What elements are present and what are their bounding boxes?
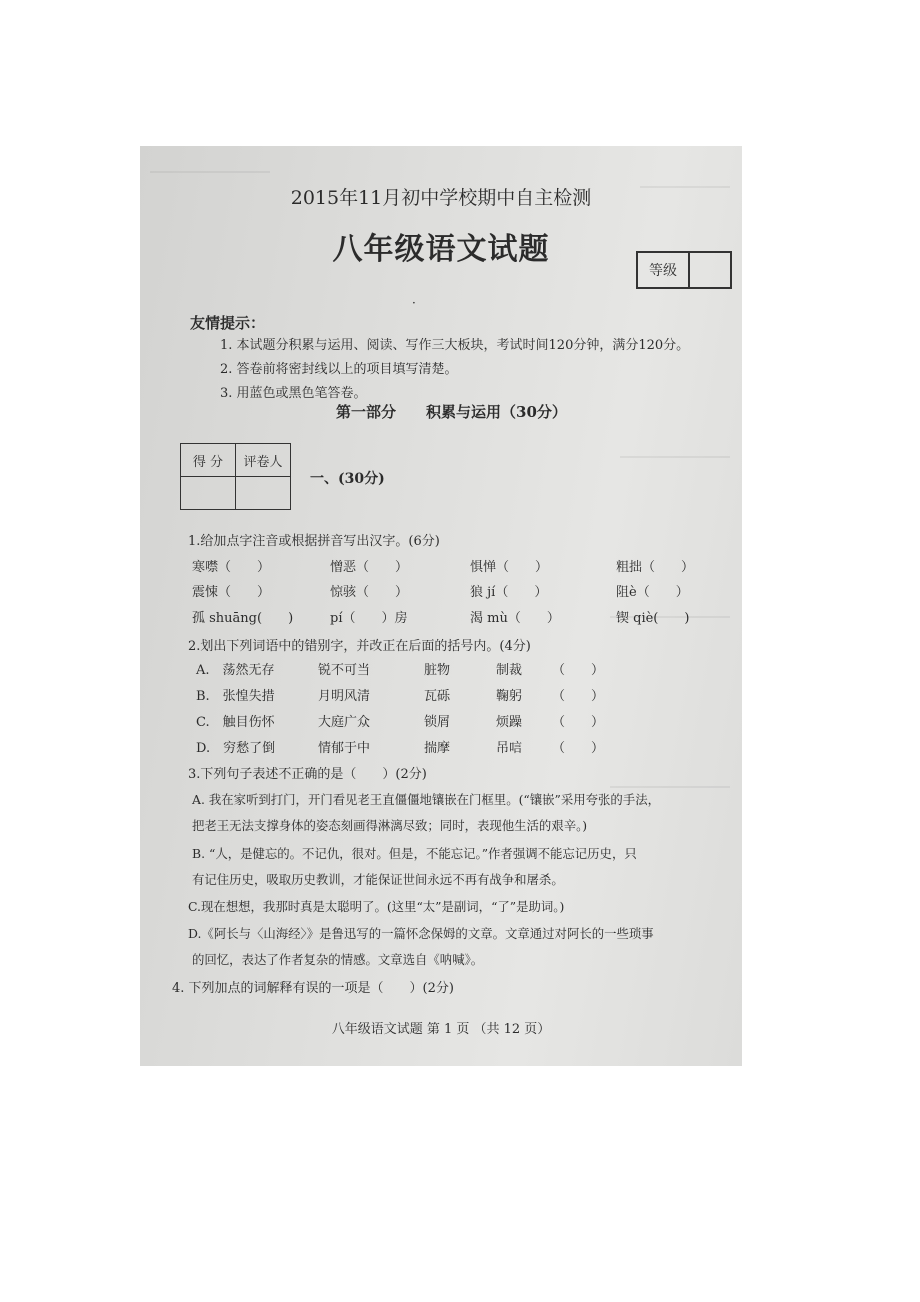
bleed-through-mark <box>610 786 730 788</box>
q2-word: 制裁 <box>496 663 523 678</box>
q1-item: 阻è（ ） <box>616 585 689 600</box>
tip-item: 3. 用蓝色或黑色笔答卷。 <box>220 386 367 401</box>
q2-option: D. 穷愁了倒 <box>196 741 276 756</box>
bleed-through-mark <box>620 456 730 458</box>
q2-word: 脏物 <box>424 663 451 678</box>
section1-title: 一、(30分) <box>310 471 385 487</box>
bleed-through-mark <box>150 171 270 173</box>
q2-blank: （ ） <box>552 663 605 678</box>
q2-word: 瓦砾 <box>424 689 451 704</box>
score-cell <box>181 477 236 510</box>
score-table <box>180 443 291 510</box>
q2-word: 烦躁 <box>496 715 523 730</box>
q1-item: 渴 mù（ ） <box>470 611 560 626</box>
exam-title: 2015年11月初中学校期中自主检测 <box>290 187 592 209</box>
q2-stem: 2.划出下列词语中的错别字，并改正在后面的括号内。(4分) <box>188 639 531 654</box>
q3-line: C.现在想想，我那时真是太聪明了。(这里“太”是副词，“了”是助词。) <box>188 899 565 914</box>
q2-word: 月明风清 <box>318 689 371 704</box>
q2-word: 锐不可当 <box>318 663 371 678</box>
q3-line: D.《阿长与〈山海经〉》是鲁迅写的一篇怀念保姆的文章。文章通过对阿长的一些琐事 <box>188 926 654 941</box>
q1-item: 惊骇（ ） <box>330 585 409 600</box>
page-footer: 八年级语文试题 第 1 页 （共 12 页） <box>331 1022 551 1037</box>
q3-line: 把老王无法支撑身体的姿态刻画得淋漓尽致；同时，表现他生活的艰辛。) <box>192 818 588 833</box>
tip-item: 1. 本试题分积累与运用、阅读、写作三大板块，考试时间120分钟，满分120分。 <box>220 338 690 353</box>
q4-stem: 4. 下列加点的词解释有误的一项是（ ）(2分) <box>172 981 454 996</box>
q1-item: 孤 shuāng( ) <box>192 611 294 626</box>
q1-item: pí（ ）房 <box>330 611 408 626</box>
grade-label: 等级 <box>638 253 690 287</box>
q2-option: A. 荡然无存 <box>196 663 275 678</box>
q1-item: 震悚（ ） <box>192 585 271 600</box>
q3-line: A. 我在家听到打门，开门看见老王直僵僵地镶嵌在门框里。(“镶嵌”采用夸张的手法， <box>192 792 660 807</box>
q2-option: C. 触目伤怀 <box>196 715 275 730</box>
q1-item: 惧惮（ ） <box>470 560 549 575</box>
q2-option: B. 张惶失措 <box>196 689 275 704</box>
q1-item: 憎恶（ ） <box>330 560 409 575</box>
q3-line: 有记住历史，吸取历史教训，才能保证世间永远不再有战争和屠杀。 <box>192 872 564 887</box>
grade-box <box>636 251 732 289</box>
part1-title: 第一部分 积累与运用（30分） <box>336 403 567 421</box>
q1-stem: 1.给加点字注音或根据拼音写出汉字。(6分) <box>188 534 440 549</box>
q2-word: 吊唁 <box>496 741 523 756</box>
q2-word: 鞠躬 <box>496 689 523 704</box>
q2-word: 情郁于中 <box>318 741 371 756</box>
q1-item: 寒噤（ ） <box>192 560 271 575</box>
q1-item: 狼 jí（ ） <box>470 585 548 600</box>
q2-word: 揣摩 <box>424 741 451 756</box>
q3-line: 的回忆，表达了作者复杂的情感。文章选自《呐喊》。 <box>192 952 484 967</box>
q2-blank: （ ） <box>552 689 605 704</box>
exam-subtitle: 八年级语文试题 <box>332 232 550 267</box>
score-header: 得 分 <box>181 444 236 477</box>
tips-heading: 友情提示： <box>190 314 266 332</box>
q1-item: 粗拙（ ） <box>616 560 695 575</box>
tip-item: 2. 答卷前将密封线以上的项目填写清楚。 <box>220 362 458 377</box>
q3-stem: 3.下列句子表述不正确的是（ ）(2分) <box>188 767 427 782</box>
q2-word: 大庭广众 <box>318 715 371 730</box>
grader-cell <box>236 477 291 510</box>
q2-blank: （ ） <box>552 741 605 756</box>
q2-blank: （ ） <box>552 715 605 730</box>
q2-word: 锁屑 <box>424 715 451 730</box>
dot-mark: · <box>412 296 416 310</box>
q3-line: B. “人，是健忘的。不记仇，很对。但是，不能忘记。”作者强调不能忘记历史，只 <box>192 846 637 861</box>
q1-item: 锲 qiè( ) <box>616 611 690 626</box>
exam-photo <box>140 146 742 1066</box>
grader-header: 评卷人 <box>236 444 291 477</box>
